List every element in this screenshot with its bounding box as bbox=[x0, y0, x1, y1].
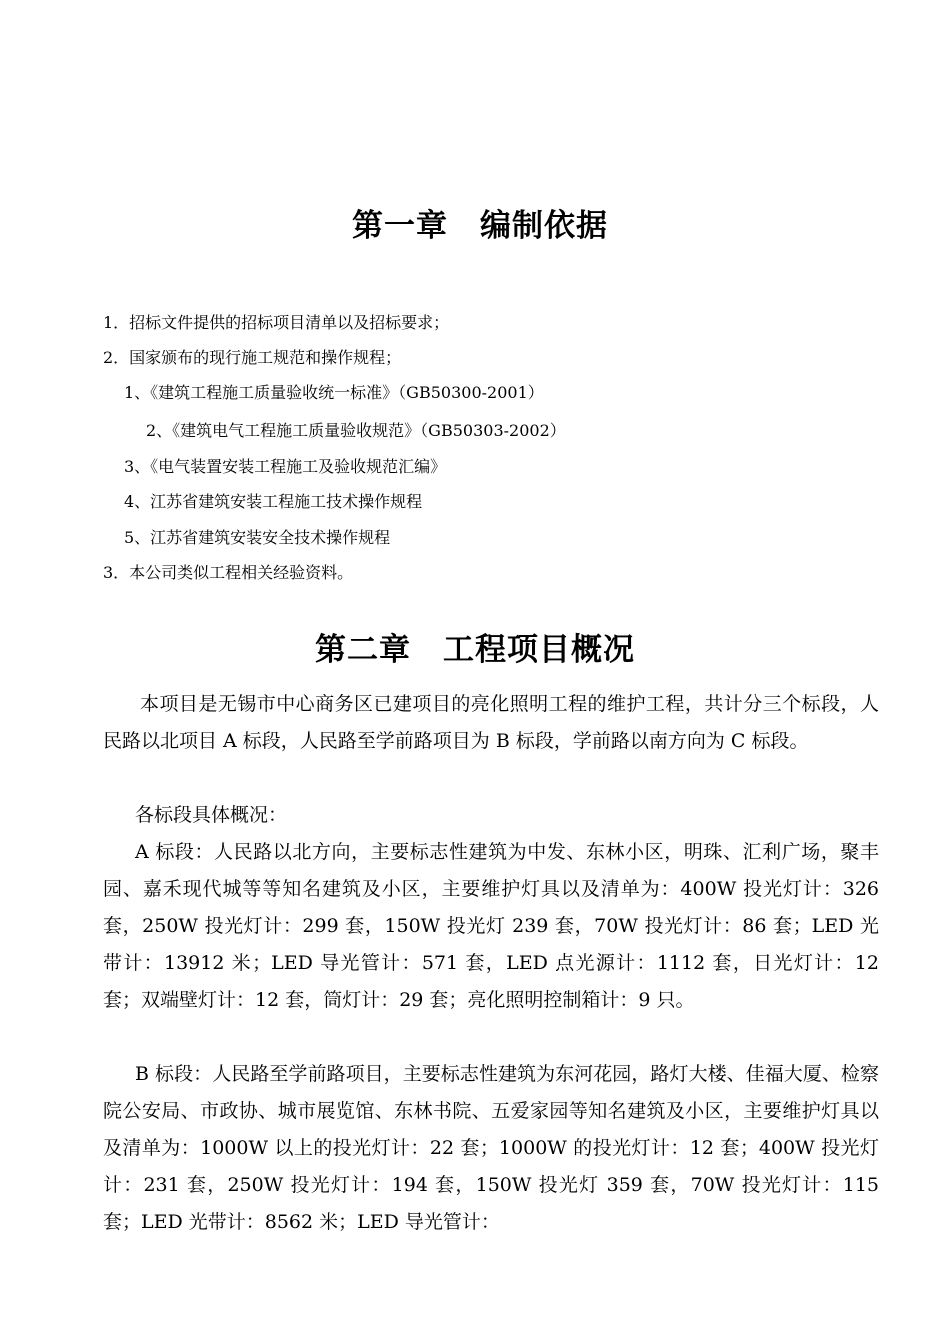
basis-subitem-5: 5、江苏省建筑安装安全技术操作规程 bbox=[124, 528, 391, 547]
section-b-paragraph: B 标段：人民路至学前路项目，主要标志性建筑为东河花园，路灯大楼、佳福大厦、检察院公安局、市政协、城市展览馆、东林书院、五爱家园等知名建筑及小区，主要维护灯具以及清单为：1000W 以上的投光灯计：22 套；1000W 的投光灯计：12 套；400W 投光灯计：231 套，250W 投光灯计：194 套，150W 投光灯 359 套，70W 投光灯计：115 套；LED 光带计：8562 米；LED 导光管计： bbox=[103, 1063, 879, 1233]
basis-item-2: 2．国家颁布的现行施工规范和操作规程； bbox=[103, 348, 402, 367]
chapter-2-title: 第二章 工程项目概况 bbox=[315, 632, 635, 668]
basis-item-1: 1．招标文件提供的招标项目清单以及招标要求； bbox=[103, 313, 450, 332]
basis-subitem-2: 2、《建筑电气工程施工质量验收规范》（GB50303-2002） bbox=[146, 421, 566, 440]
overview-paragraph: 本项目是无锡市中心商务区已建项目的亮化照明工程的维护工程，共计分三个标段，人民路以北项目 A 标段，人民路至学前路项目为 B 标段，学前路以南方向为 C 标段。 bbox=[103, 693, 879, 752]
chapter-1-title: 第一章 编制依据 bbox=[352, 208, 608, 244]
basis-item-3: 3．本公司类似工程相关经验资料。 bbox=[103, 563, 354, 582]
section-a-paragraph: A 标段：人民路以北方向，主要标志性建筑为中发、东林小区，明珠、汇利广场，聚丰园、嘉禾现代城等等知名建筑及小区，主要维护灯具以及清单为：400W 投光灯计：326 套，250W 投光灯计：299 套，150W 投光灯 239 套，70W 投光灯计：86 套；LED 光带计：13912 米；LED 导光管计：571 套，LED 点光源计：1112 套，日光灯计：12 套；双端壁灯计：12 套，筒灯计：29 套；亮化照明控制箱计：9 只。 bbox=[103, 841, 879, 1011]
basis-subitem-4: 4、江苏省建筑安装工程施工技术操作规程 bbox=[124, 492, 423, 511]
sections-intro: 各标段具体概况： bbox=[135, 804, 288, 826]
basis-subitem-1: 1、《建筑工程施工质量验收统一标准》（GB50300-2001） bbox=[124, 383, 544, 402]
basis-subitem-3: 3、《电气装置安装工程施工及验收规范汇编》 bbox=[124, 457, 447, 476]
